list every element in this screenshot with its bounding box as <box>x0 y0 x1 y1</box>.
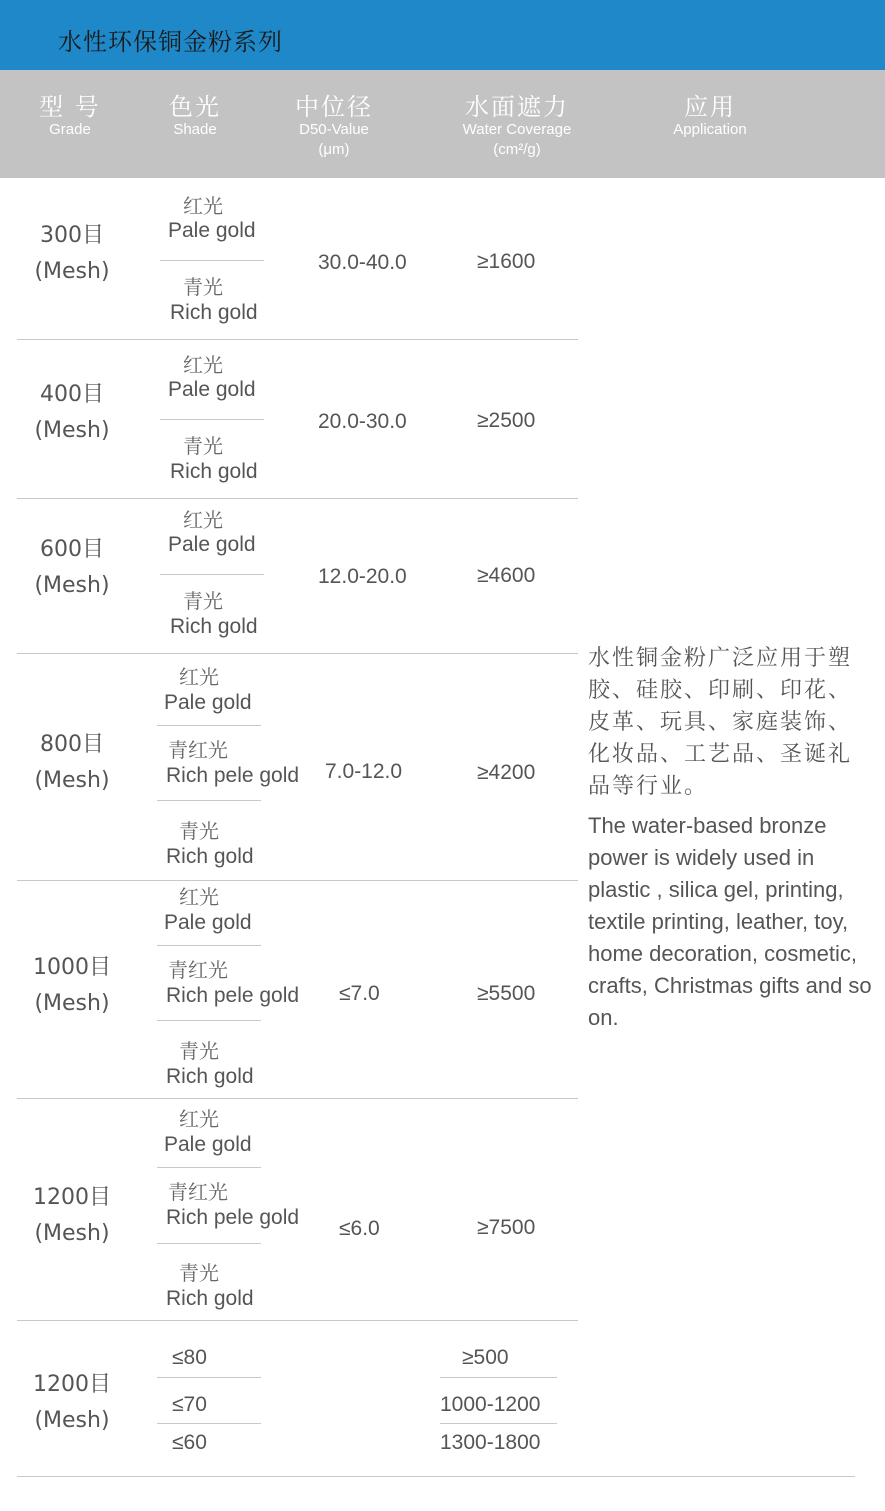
row-grade: 1000目 (Mesh) <box>33 955 111 1016</box>
header-grade-en: Grade <box>49 121 91 138</box>
shade-zh: 红光 <box>179 885 219 909</box>
header-d50-en: D50-Value <box>299 121 369 138</box>
shade-en: Pale gold <box>164 911 252 934</box>
row-divider <box>17 1320 578 1321</box>
header-grade-zh: 型 号 <box>39 93 101 121</box>
coverage-divider <box>440 1377 557 1378</box>
coverage-value: 1300-1800 <box>440 1431 541 1454</box>
shade-divider <box>157 800 261 801</box>
shade-zh: 青红光 <box>168 958 228 982</box>
row-grade: 800目 (Mesh) <box>34 732 110 793</box>
shade-zh: 青光 <box>179 1261 219 1285</box>
row-grade: 1200目 (Mesh) <box>33 1185 111 1246</box>
row-divider <box>17 339 578 340</box>
shade-divider <box>157 725 261 726</box>
d50-divider <box>157 1377 261 1378</box>
shade-en: Rich pele gold <box>166 1206 300 1229</box>
coverage-value: ≥4600 <box>477 564 536 587</box>
coverage-value: ≥5500 <box>477 982 536 1005</box>
table-header <box>0 70 885 178</box>
header-shade-zh: 色光 <box>169 93 221 121</box>
coverage-value: ≥500 <box>462 1346 509 1369</box>
table-bottom-border <box>17 1476 855 1477</box>
row-grade: 1200目 (Mesh) <box>33 1372 111 1433</box>
d50-value: 20.0-30.0 <box>318 410 407 433</box>
shade-zh: 青光 <box>183 589 223 613</box>
header-d50 <box>279 94 389 160</box>
d50-value: ≤70 <box>172 1393 207 1416</box>
shade-zh: 红光 <box>179 1107 219 1131</box>
shade-divider <box>160 419 264 420</box>
header-application <box>650 94 770 140</box>
shade-zh: 青光 <box>179 819 219 843</box>
header-grade <box>25 94 115 140</box>
shade-en: Pale gold <box>168 533 256 556</box>
header-application-zh: 应用 <box>684 93 736 121</box>
row-grade: 600目 (Mesh) <box>34 537 110 598</box>
coverage-value: ≥7500 <box>477 1216 536 1239</box>
shade-divider <box>157 1020 261 1021</box>
header-shade-en: Shade <box>173 121 217 138</box>
shade-zh: 青红光 <box>168 1180 228 1204</box>
coverage-value: 1000-1200 <box>440 1393 541 1416</box>
shade-en: Rich gold <box>166 845 254 868</box>
d50-value: 30.0-40.0 <box>318 251 407 274</box>
shade-en: Rich pele gold <box>166 764 300 787</box>
header-coverage-zh: 水面遮力 <box>465 93 569 121</box>
title-bar <box>0 0 885 70</box>
row-divider <box>17 1098 578 1099</box>
coverage-value: ≥4200 <box>477 761 536 784</box>
d50-value: ≤7.0 <box>339 982 380 1005</box>
shade-zh: 红光 <box>183 353 223 377</box>
d50-value: 7.0-12.0 <box>325 760 403 783</box>
shade-en: Pale gold <box>164 691 252 714</box>
shade-en: Rich gold <box>170 460 258 483</box>
shade-zh: 青光 <box>179 1039 219 1063</box>
shade-en: Rich pele gold <box>166 984 300 1007</box>
shade-zh: 青红光 <box>168 738 228 762</box>
header-shade <box>150 94 240 140</box>
header-coverage-en: Water Coverage <box>462 121 572 138</box>
coverage-value: ≥1600 <box>477 250 536 273</box>
shade-en: Rich gold <box>170 615 258 638</box>
d50-divider <box>157 1423 261 1424</box>
shade-zh: 红光 <box>183 194 223 218</box>
application-text-en: The water-based bronze power is widely used in plastic , silica gel, printing, textile printing, leather, toy, home decoration, cosmetic, crafts, Christmas gifts and so on. <box>588 813 872 1030</box>
row-divider <box>17 498 578 499</box>
d50-value: ≤6.0 <box>339 1217 380 1240</box>
header-application-en: Application <box>673 121 747 138</box>
row-divider <box>17 653 578 654</box>
page-title: 水性环保铜金粉系列 <box>58 28 283 56</box>
row-grade: 300目 (Mesh) <box>34 223 110 284</box>
header-coverage <box>437 94 597 160</box>
coverage-value: ≥2500 <box>477 409 536 432</box>
shade-en: Pale gold <box>164 1133 252 1156</box>
shade-zh: 红光 <box>183 508 223 532</box>
row-divider <box>17 880 578 881</box>
shade-divider <box>160 574 264 575</box>
header-d50-unit: (μm) <box>318 141 350 158</box>
shade-divider <box>160 260 264 261</box>
shade-zh: 青光 <box>183 275 223 299</box>
shade-divider <box>157 945 261 946</box>
shade-zh: 青光 <box>183 434 223 458</box>
d50-value: ≤80 <box>172 1346 207 1369</box>
shade-divider <box>157 1167 261 1168</box>
coverage-divider <box>440 1423 557 1424</box>
d50-value: ≤60 <box>172 1431 207 1454</box>
shade-en: Pale gold <box>168 219 256 242</box>
shade-en: Rich gold <box>166 1287 254 1310</box>
d50-value: 12.0-20.0 <box>318 565 407 588</box>
row-grade: 400目 (Mesh) <box>34 382 110 443</box>
application-text-zh: 水性铜金粉广泛应用于塑胶、硅胶、印刷、印花、皮革、玩具、家庭装饰、化妆品、工艺品、圣诞礼品等行业。 <box>588 646 853 799</box>
shade-en: Rich gold <box>170 301 258 324</box>
shade-en: Pale gold <box>168 378 256 401</box>
shade-en: Rich gold <box>166 1065 254 1088</box>
header-coverage-unit: (cm²/g) <box>493 141 541 158</box>
shade-zh: 红光 <box>179 665 219 689</box>
shade-divider <box>157 1243 261 1244</box>
header-d50-zh: 中位径 <box>295 93 373 121</box>
